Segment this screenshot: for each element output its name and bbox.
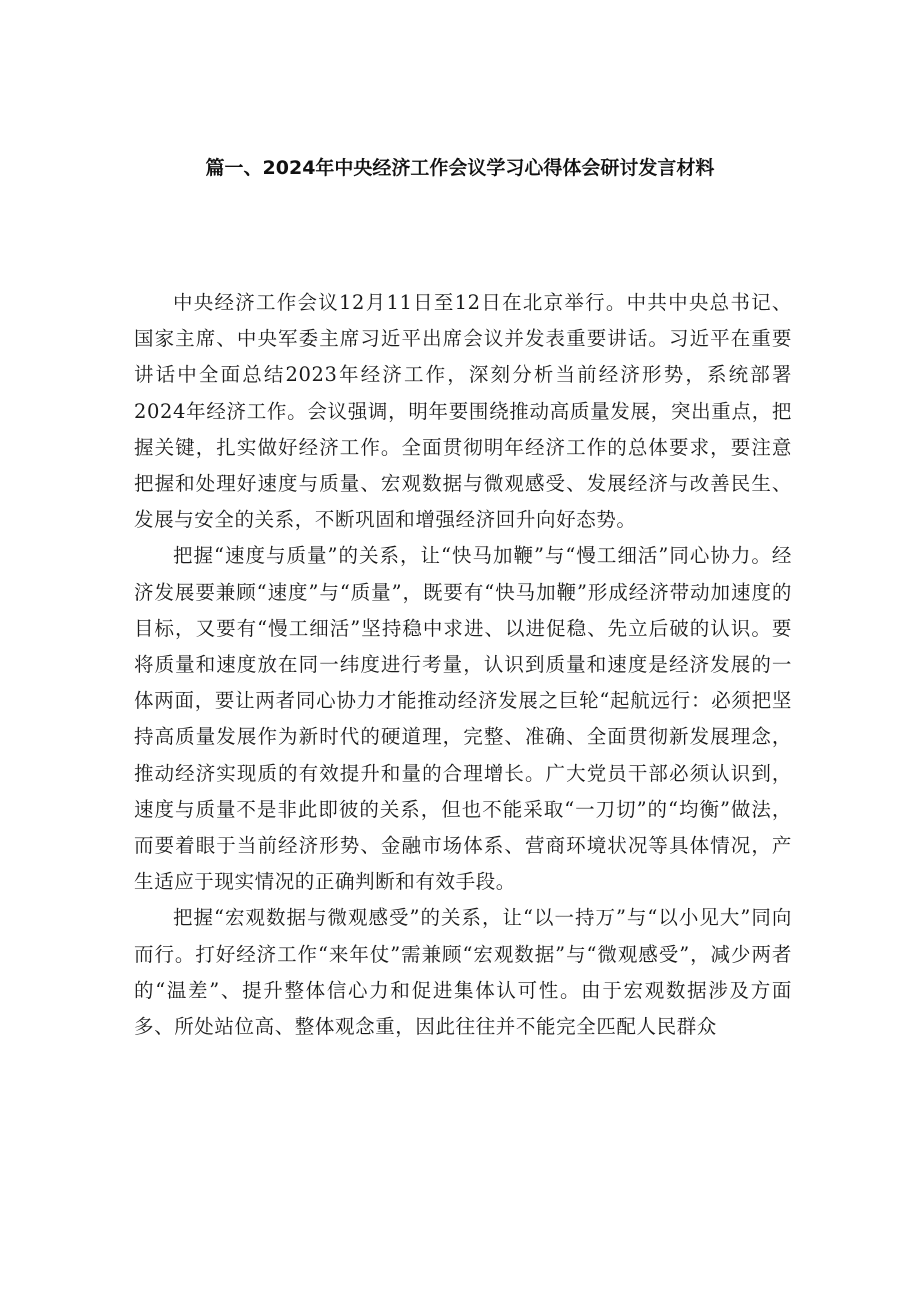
- paragraph-1: 中央经济工作会议12月11日至12日在北京举行。中共中央总书记、国家主席、中央军委主席习近平出席会议并发表重要讲话。习近平在重要讲话中全面总结2023年经济工作，深刻分析当前经济形势，系统部署2024年经济工作。会议强调，明年要围绕推动高质量发展，突出重点，把握关键，扎实做好经济工作。全面贯彻明年经济工作的总体要求，要注意把握和处理好速度与质量、宏观数据与微观感受、发展经济与改善民生、发展与安全的关系，不断巩固和增强经济回升向好态势。: [134, 291, 792, 532]
- paragraph-2: 把握“速度与质量”的关系，让“快马加鞭”与“慢工细活”同心协力。经济发展要兼顾“速度”与“质量”，既要有“快马加鞭”形成经济带动加速度的目标，又要有“慢工细活”坚持稳中求进、以进促稳、先立后破的认识。要将质量和速度放在同一纬度进行考量，认识到质量和速度是经济发展的一体两面，要让两者同心协力才能推动经济发展之巨轮“起航远行：必须把坚持高质量发展作为新时代的硬道理，完整、准确、全面贯彻新发展理念，推动经济实现质的有效提升和量的合理增长。广大党员干部必须认识到，速度与质量不是非此即彼的关系，但也不能采取“一刀切”的“均衡”做法，而要着眼于当前经济形势、金融市场体系、营商环境状况等具体情况，产生适应于现实情况的正确判断和有效手段。: [134, 544, 792, 894]
- document-title: 篇一、2024年中央经济工作会议学习心得体会研讨发言材料: [205, 157, 715, 179]
- document-body: [134, 285, 792, 1045]
- paragraph-3: 把握“宏观数据与微观感受”的关系，让“以一持万”与“以小见大”同向而行。打好经济工作“来年仗”需兼顾“宏观数据”与“微观感受”，减少两者的“温差”、提升整体信心力和促进集体认可性。由于宏观数据涉及方面多、所处站位高、整体观念重，因此往往并不能完全匹配人民群众: [134, 906, 792, 1039]
